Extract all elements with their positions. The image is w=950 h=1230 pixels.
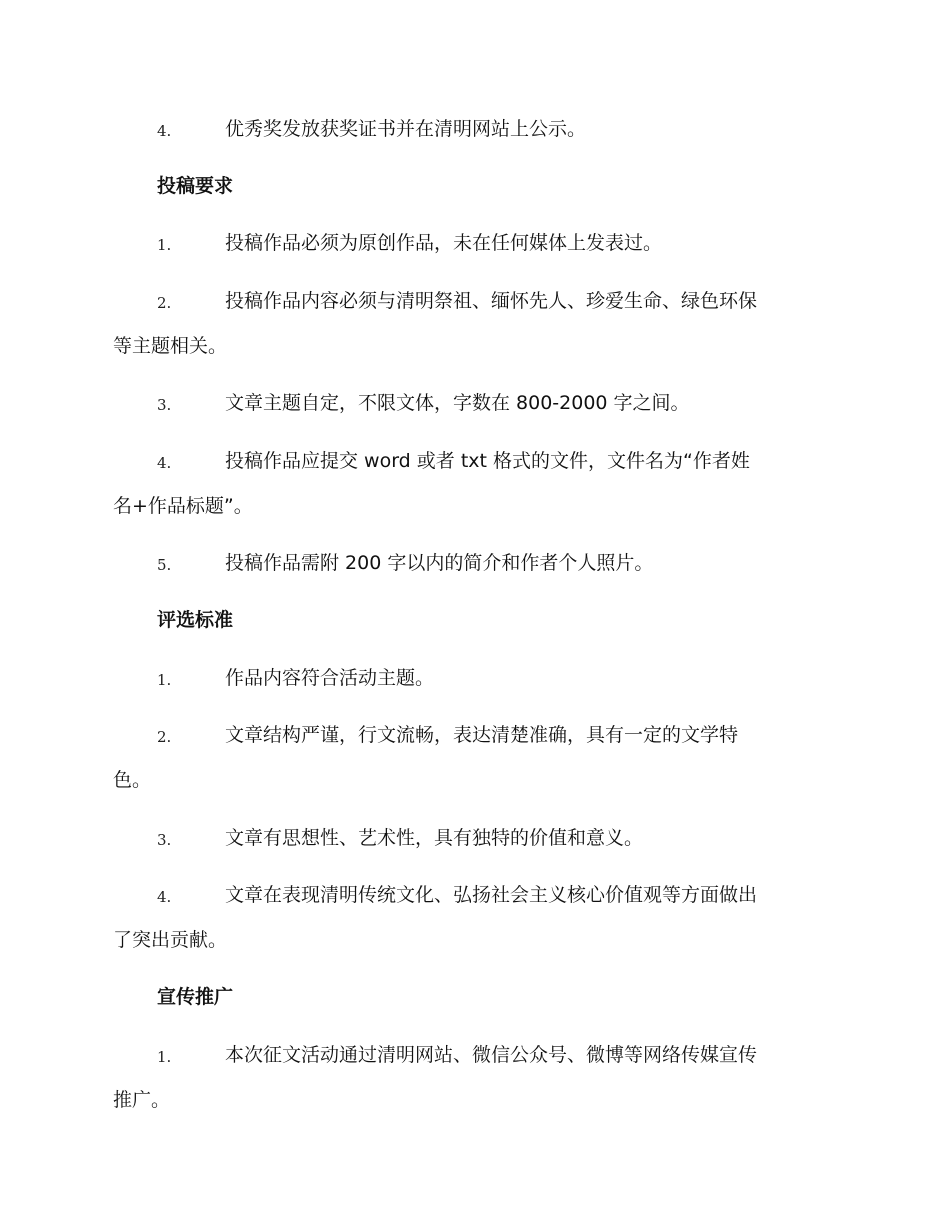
item-number: 1.: [157, 236, 172, 254]
item-text: 投稿作品需附 200 字以内的简介和作者个人照片。: [225, 552, 654, 574]
item-number: 3.: [157, 396, 172, 414]
section-heading: 宣传推广: [157, 986, 234, 1008]
item-text: 文章主题自定，不限文体，字数在 800-2000 字之间。: [225, 392, 690, 414]
item-text-continued: 色。: [113, 769, 152, 791]
item-text: 投稿作品内容必须与清明祭祖、缅怀先人、珍爱生命、绿色环保: [225, 290, 758, 312]
item-text-continued: 等主题相关。: [113, 335, 228, 357]
item-number: 4.: [157, 122, 172, 140]
item-number: 1.: [157, 671, 172, 689]
item-text: 投稿作品必须为原创作品，未在任何媒体上发表过。: [225, 232, 663, 254]
section-heading: 评选标准: [157, 609, 234, 631]
section-heading: 投稿要求: [157, 175, 234, 197]
item-text: 优秀奖发放获奖证书并在清明网站上公示。: [225, 118, 587, 140]
item-text-continued: 推广。: [113, 1089, 171, 1111]
item-text: 本次征文活动通过清明网站、微信公众号、微博等网络传媒宣传: [225, 1044, 758, 1066]
item-text: 文章在表现清明传统文化、弘扬社会主义核心价值观等方面做出: [225, 884, 758, 906]
item-number: 2.: [157, 728, 172, 746]
item-text-continued: 名+作品标题”。: [113, 495, 253, 517]
item-text-continued: 了突出贡献。: [113, 929, 228, 951]
item-text: 投稿作品应提交 word 或者 txt 格式的文件，文件名为“作者姓: [225, 450, 750, 472]
item-number: 1.: [157, 1048, 172, 1066]
item-number: 3.: [157, 831, 172, 849]
item-number: 5.: [157, 556, 172, 574]
item-text: 文章结构严谨，行文流畅，表达清楚准确，具有一定的文学特: [225, 724, 739, 746]
item-number: 4.: [157, 888, 172, 906]
item-number: 2.: [157, 294, 172, 312]
item-text: 文章有思想性、艺术性，具有独特的价值和意义。: [225, 827, 644, 849]
item-number: 4.: [157, 454, 172, 472]
item-text: 作品内容符合活动主题。: [225, 667, 435, 689]
